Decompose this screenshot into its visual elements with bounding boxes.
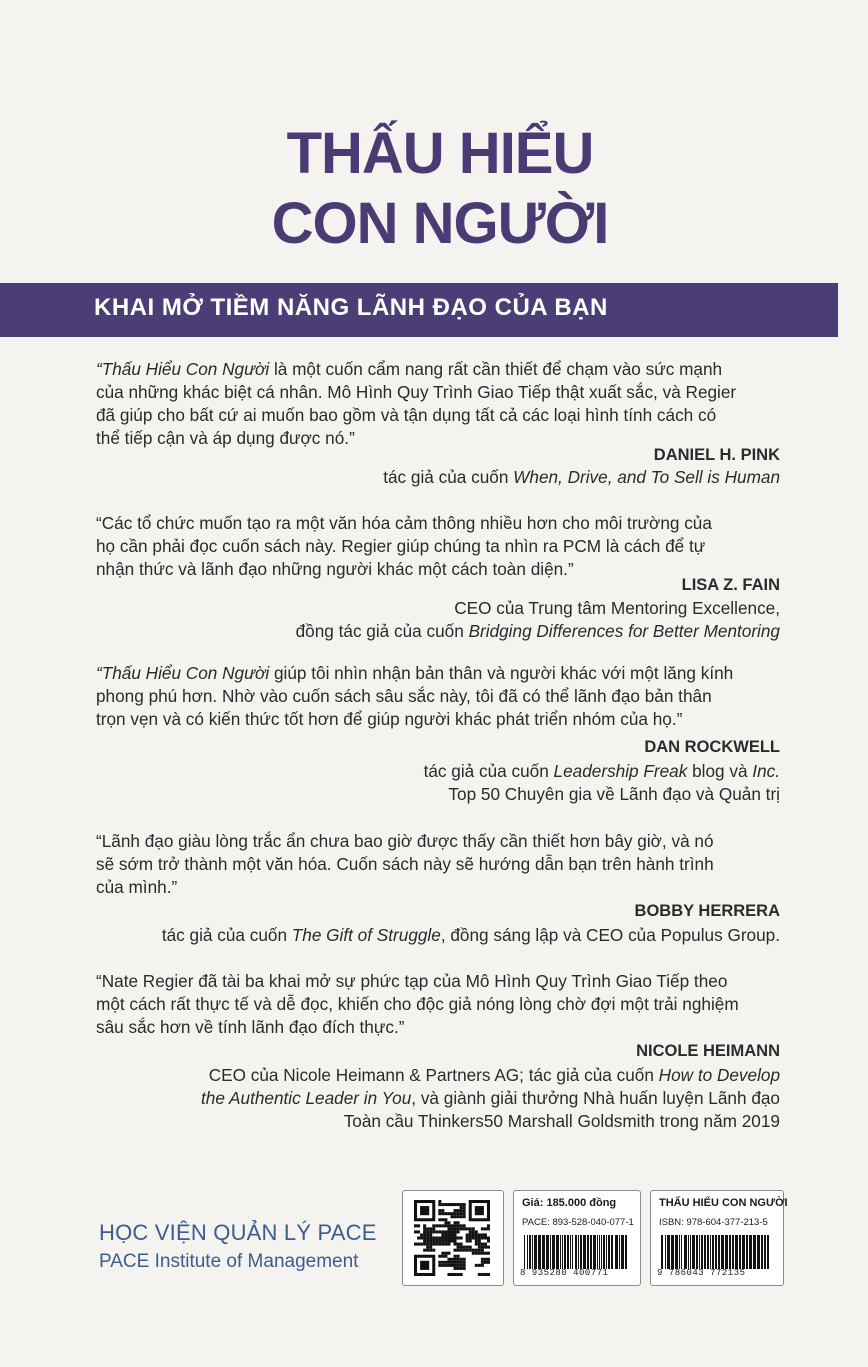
text-run: tác giả của cuốn <box>161 925 292 945</box>
text-run: , và giành giải thưởng Nhà huấn luyện Lãnh đạo <box>411 1088 780 1108</box>
quote-line <box>96 993 796 1016</box>
quote-line <box>96 685 796 708</box>
text-run: blog và <box>687 761 753 781</box>
barcode-icon <box>524 1235 630 1269</box>
italic-text: Bridging Differences for Better Mentoring <box>468 621 780 641</box>
italic-text: the Authentic Leader in You <box>201 1088 412 1108</box>
quote-line <box>96 404 796 427</box>
quote-line <box>96 381 796 404</box>
italic-text: When, Drive, and To Sell is Human <box>513 467 780 487</box>
isbn-number: ISBN: 978-604-377-213-5 <box>659 1217 768 1228</box>
quote-line <box>96 830 796 853</box>
quote-text <box>96 662 796 731</box>
text-run: họ cần phải đọc cuốn sách này. Regier giúp chúng ta nhìn ra PCM là cách để tự <box>96 536 706 556</box>
italic-text: How to Develop <box>658 1065 780 1085</box>
quote-line <box>96 970 796 993</box>
quote-author: NICOLE HEIMANN <box>636 1042 780 1060</box>
quote-text <box>96 358 796 450</box>
text-run: “Các tổ chức muốn tạo ra một văn hóa cảm thông nhiều hơn cho môi trường của <box>96 513 712 533</box>
italic-text: Leadership Freak <box>553 761 688 781</box>
affiliation-line <box>424 783 780 806</box>
subtitle-text: KHAI MỞ TIỀM NĂNG LÃNH ĐẠO CỦA BẠN <box>94 294 608 321</box>
barcode-digits: 8 935280 400771 <box>520 1268 609 1278</box>
publisher-name-vi: HỌC VIỆN QUẢN LÝ PACE <box>99 1220 377 1245</box>
text-run: Top 50 Chuyên gia về Lãnh đạo và Quản trị <box>448 784 780 804</box>
isbn-box <box>650 1190 788 1286</box>
quote-line <box>96 358 796 381</box>
qr-box <box>402 1190 504 1286</box>
quote-line <box>96 853 796 876</box>
pace-code: PACE: 893-528-040-077-1 <box>522 1217 634 1228</box>
text-run: CEO của Trung tâm Mentoring Excellence, <box>454 598 780 618</box>
italic-text: The Gift of Struggle <box>291 925 441 945</box>
isbn-barcode-digits: 9 786043 772135 <box>657 1268 746 1278</box>
text-run: giúp tôi nhìn nhận bản thân và người khác với một lăng kính <box>269 663 734 683</box>
text-run: của những khác biệt cá nhân. Mô Hình Quy Trình Giao Tiếp thật xuất sắc, và Regier <box>96 382 737 402</box>
affiliation-line <box>383 466 780 489</box>
italic-text: “Thấu Hiểu Con Người <box>96 359 270 379</box>
text-run: tác giả của cuốn <box>383 467 514 487</box>
text-run: nhận thức và lãnh đạo những người khác một cách toàn diện.” <box>96 559 574 579</box>
author-affiliation <box>201 1064 780 1133</box>
book-title-line1: THẤU HIỂU <box>286 121 594 186</box>
text-run: tác giả của cuốn <box>423 761 554 781</box>
quote-line <box>96 1016 796 1039</box>
text-run: đồng tác giả của cuốn <box>295 621 469 641</box>
text-run: của mình.” <box>96 877 178 897</box>
quote-author: LISA Z. FAIN <box>681 576 780 594</box>
text-run: trọn vẹn và có kiến thức tốt hơn để giúp người khác phát triển nhóm của họ.” <box>96 709 683 729</box>
author-affiliation <box>383 466 780 489</box>
quote-author: BOBBY HERRERA <box>634 902 780 920</box>
quote-line <box>96 708 796 731</box>
text-run: là một cuốn cẩm nang rất cần thiết để chạm vào sức mạnh <box>269 359 723 379</box>
quote-line <box>96 876 796 899</box>
author-affiliation <box>296 597 780 643</box>
quote-line <box>96 535 796 558</box>
text-run: “Lãnh đạo giàu lòng trắc ẩn chưa bao giờ được thấy cần thiết hơn bây giờ, và nó <box>96 831 714 851</box>
subtitle-banner <box>0 283 838 337</box>
affiliation-line <box>201 1087 780 1110</box>
author-affiliation <box>162 924 780 947</box>
text-run: sẽ sớm trở thành một văn hóa. Cuốn sách này sẽ hướng dẫn bạn trên hành trình <box>96 854 714 874</box>
book-title-line2: CON NGƯỜI <box>271 191 609 256</box>
barcode-icon <box>661 1235 771 1269</box>
affiliation-line <box>162 924 780 947</box>
text-run: CEO của Nicole Heimann & Partners AG; tác giả của cuốn <box>208 1065 659 1085</box>
italic-text: Inc. <box>752 761 780 781</box>
text-run: , đồng sáng lập và CEO của Populus Group. <box>440 925 780 945</box>
quote-line <box>96 662 796 685</box>
quote-text <box>96 970 796 1039</box>
text-run: đã giúp cho bất cứ ai muốn bao gồm và tận dụng tất cả các loại hình tính cách có <box>96 405 717 425</box>
qr-code-icon <box>414 1200 490 1276</box>
author-affiliation <box>424 760 780 806</box>
quote-text <box>96 830 796 899</box>
quote-author: DAN ROCKWELL <box>644 738 780 756</box>
italic-text: “Thấu Hiểu Con Người <box>96 663 270 683</box>
text-run: phong phú hơn. Nhờ vào cuốn sách sâu sắc này, tôi đã có thể lãnh đạo bản thân <box>96 686 712 706</box>
text-run: Toàn cầu Thinkers50 Marshall Goldsmith trong năm 2019 <box>343 1111 780 1131</box>
price-label: Giá: 185.000 đồng <box>522 1197 617 1209</box>
affiliation-line <box>424 760 780 783</box>
isbn-title: THẤU HIỂU CON NGƯỜI <box>659 1197 788 1209</box>
affiliation-line <box>201 1064 780 1087</box>
affiliation-line <box>296 597 780 620</box>
quote-line <box>96 512 796 535</box>
quote-author: DANIEL H. PINK <box>653 446 780 464</box>
text-run: một cách rất thực tế và dễ đọc, khiến cho độc giả nóng lòng chờ đợi một trải nghiệm <box>96 994 739 1014</box>
text-run: sâu sắc hơn về tính lãnh đạo đích thực.” <box>96 1017 405 1037</box>
price-box <box>513 1190 641 1286</box>
publisher-name-en: PACE Institute of Management <box>99 1251 359 1272</box>
quote-text <box>96 512 796 581</box>
affiliation-line <box>296 620 780 643</box>
affiliation-line <box>201 1110 780 1133</box>
text-run: “Nate Regier đã tài ba khai mở sự phức tạp của Mô Hình Quy Trình Giao Tiếp theo <box>96 971 728 991</box>
text-run: thể tiếp cận và áp dụng được nó.” <box>96 428 355 448</box>
